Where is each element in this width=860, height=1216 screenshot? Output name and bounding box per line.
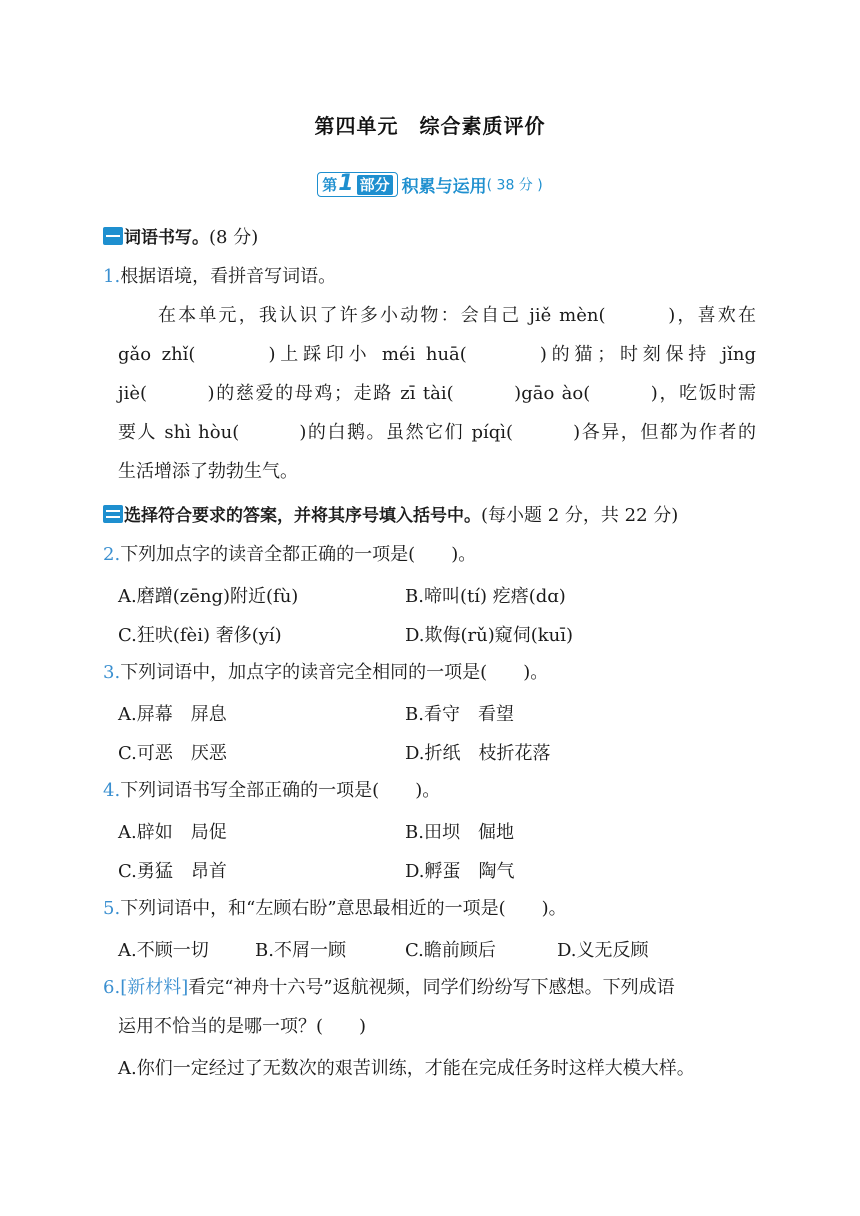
passage-line-5: 生活增添了勃勃生气。 bbox=[118, 461, 298, 482]
question-4 bbox=[103, 779, 763, 803]
q2-option-a bbox=[118, 582, 298, 608]
q2-option-b-text: B.啼叫(tí) 疙瘩(dɑ) bbox=[405, 586, 566, 607]
q4-option-c: C.勇猛 昂首 bbox=[118, 861, 227, 882]
q4-option-a: A.辟如 局促 bbox=[118, 822, 227, 843]
question-3-text: 下列词语中，加点字的读音完全相同的一项是( )。 bbox=[120, 662, 549, 683]
section-2-title: 选择符合要求的答案，并将其序号填入括号中。 bbox=[124, 506, 481, 526]
passage-line-3: jiè( )的慈爱的母鸡；走路 zī tài( )gāo ào( )，吃饭时需 bbox=[118, 383, 756, 404]
q3-option-b: B.看守 看望 bbox=[405, 704, 514, 725]
section-1-title: 词语书写。 bbox=[124, 228, 209, 248]
question-5-number: 5. bbox=[103, 898, 121, 919]
passage-line-1: 在本单元，我认识了许多小动物：会自己 jiě mèn( )，喜欢在 bbox=[158, 305, 756, 326]
q3-option-c: C.可恶 厌恶 bbox=[118, 743, 227, 764]
question-6-text: 看完“神舟十六号”返航视频，同学们纷纷写下感想。下列成语 bbox=[188, 977, 675, 998]
q2-option-d-text: D.欺侮(rǔ)窥伺(kuī) bbox=[405, 625, 574, 646]
q4-option-d: D.孵蛋 陶气 bbox=[405, 861, 515, 882]
q2-option-a-text: A.磨蹭(zēng)附近(fù) bbox=[118, 586, 299, 607]
question-2 bbox=[103, 543, 763, 567]
section-1-heading bbox=[103, 226, 763, 250]
q3-option-a: A.屏幕 屏息 bbox=[118, 704, 227, 725]
question-6-number: 6. bbox=[103, 977, 121, 998]
part-title: 积累与运用 bbox=[401, 177, 487, 197]
question-2-text: 下列加点字的读音全都正确的一项是( )。 bbox=[120, 544, 477, 565]
q3-option-d: D.折纸 枝折花落 bbox=[405, 743, 551, 764]
section-1-score: (8 分) bbox=[209, 227, 259, 248]
q4-option-b: B.田坝 倔地 bbox=[405, 822, 514, 843]
question-4-number: 4. bbox=[103, 780, 121, 801]
question-2-number: 2. bbox=[103, 544, 121, 565]
q5-option-b: B.不屑一顾 bbox=[255, 940, 346, 961]
section-one-icon bbox=[103, 227, 123, 245]
question-3 bbox=[103, 661, 763, 685]
section-two-icon bbox=[103, 505, 123, 523]
q5-option-c: C.瞻前顾后 bbox=[405, 940, 496, 961]
question-6 bbox=[103, 976, 763, 1000]
section-2-score: (每小题 2 分，共 22 分) bbox=[481, 505, 679, 526]
q5-option-d: D.义无反顾 bbox=[557, 940, 649, 961]
new-material-tag: [新材料] bbox=[120, 977, 189, 998]
q2-option-c-text: C.狂吠(fèi) 奢侈(yí) bbox=[118, 625, 282, 646]
q6-option-a: A.你们一定经过了无数次的艰苦训练，才能在完成任务时这样大模大样。 bbox=[118, 1058, 695, 1079]
q2-option-c bbox=[118, 621, 282, 647]
part-badge bbox=[317, 172, 397, 197]
part-header bbox=[0, 172, 860, 197]
passage-line-4: 要人 shì hòu( )的白鹅。虽然它们 píqì( )各异，但都为作者的 bbox=[118, 422, 756, 443]
question-5 bbox=[103, 897, 763, 921]
part-badge-number: 1 bbox=[338, 171, 354, 196]
question-3-number: 3. bbox=[103, 662, 121, 683]
question-5-text: 下列词语中，和“左顾右盼”意思最相近的一项是( )。 bbox=[120, 898, 567, 919]
section-2-heading bbox=[103, 504, 763, 528]
question-1-number: 1. bbox=[103, 266, 121, 287]
part-badge-suffix: 部分 bbox=[357, 175, 393, 195]
question-1 bbox=[103, 265, 763, 289]
q2-option-d bbox=[405, 621, 573, 647]
q2-option-b bbox=[405, 582, 566, 608]
passage-line-2: gǎo zhǐ( )上踩印小 méi huā( )的猫；时刻保持 jǐng bbox=[118, 344, 756, 365]
question-4-text: 下列词语书写全部正确的一项是( )。 bbox=[120, 780, 441, 801]
q5-option-a: A.不顾一切 bbox=[118, 940, 209, 961]
page-title: 第四单元 综合素质评价 bbox=[314, 114, 546, 138]
part-score: ( 38 分 ) bbox=[486, 177, 543, 194]
part-badge-prefix: 第 bbox=[322, 176, 338, 194]
question-1-text: 根据语境，看拼音写词语。 bbox=[120, 266, 337, 287]
question-6-text-cont: 运用不恰当的是哪一项？( ) bbox=[118, 1016, 367, 1037]
